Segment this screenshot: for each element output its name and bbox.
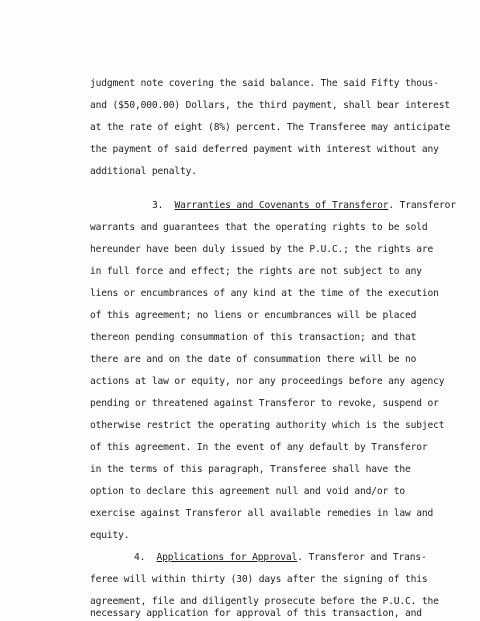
text-line: in full force and effect; the rights are not subject to any xyxy=(90,266,422,277)
section-heading-continuation: . Transferor xyxy=(388,200,456,211)
section-heading: Applications for Approval xyxy=(156,552,298,563)
text-line: hereunder have been duly issued by the P.U.C.; the rights are xyxy=(90,244,434,255)
section-heading: Warranties and Covenants of Transferor xyxy=(174,200,389,211)
text-line: necessary application for approval of this transaction, and xyxy=(90,608,422,619)
text-line: in the terms of this paragraph, Transferee shall have the xyxy=(90,464,411,475)
text-line: of this agreement; no liens or encumbrances will be placed xyxy=(90,310,417,321)
section-3-heading-line xyxy=(90,200,458,212)
text-line: equity. xyxy=(90,530,130,541)
text-line: there are and on the date of consummation there will be no xyxy=(90,354,417,365)
text-line: judgment note covering the said balance. The said Fifty thous- xyxy=(90,78,439,89)
text-line: liens or encumbrances of any kind at the time of the execution xyxy=(90,288,439,299)
section-number: 4. xyxy=(134,552,146,563)
text-line: and ($50,000.00) Dollars, the third payment, shall bear interest xyxy=(90,100,451,111)
text-line: additional penalty. xyxy=(90,166,197,177)
section-number: 3. xyxy=(152,200,164,211)
section-4-heading-line xyxy=(90,552,458,564)
text-line: thereon pending consummation of this transaction; and that xyxy=(90,332,417,343)
text-line: actions at law or equity, nor any proceedings before any agency xyxy=(90,376,445,387)
text-line: otherwise restrict the operating authority which is the subject xyxy=(90,420,445,431)
section-heading-continuation: . Transferor and Trans- xyxy=(297,552,427,563)
text-line: at the rate of eight (8%) percent. The Transferee may anticipate xyxy=(90,122,451,133)
text-line: agreement, file and diligently prosecute before the P.U.C. the xyxy=(90,596,439,607)
text-line: pending or threatened against Transferor to revoke, suspend or xyxy=(90,398,439,409)
text-line: of this agreement. In the event of any default by Transferor xyxy=(90,442,428,453)
text-line: option to declare this agreement null and void and/or to xyxy=(90,486,406,497)
text-line: exercise against Transferor all available remedies in law and xyxy=(90,508,434,519)
text-line: warrants and guarantees that the operating rights to be sold xyxy=(90,222,428,233)
text-line: the payment of said deferred payment with interest without any xyxy=(90,144,439,155)
text-line: feree will within thirty (30) days after the signing of this xyxy=(90,574,428,585)
